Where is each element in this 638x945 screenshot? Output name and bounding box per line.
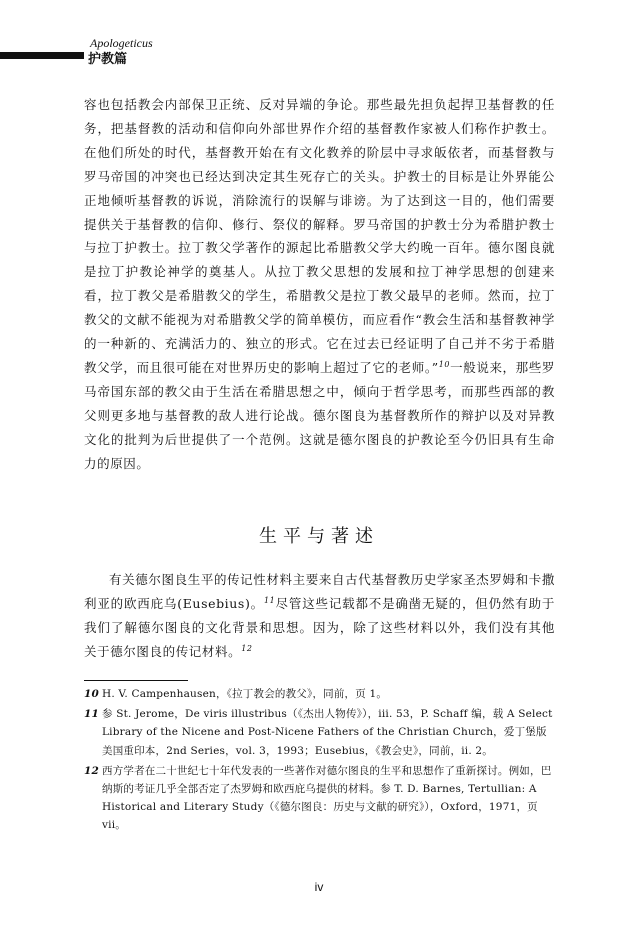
biography-paragraph-text-2: 尽管这些记载都不是确凿无疑的，但仍然有助于我们了解德尔图良的文化背景和思想。因为，除了这些材料以外，我们没有其他关于德尔图良的传记材料。 <box>84 595 555 659</box>
footnote-text: 参 St. Jerome，De viris illustribus（《杰出人物传》），iii. 53，P. Schaff 编，载 A Select Library of the Nicene and Post-Nicene Fathers of the Christian Church，爱丁堡版美国重印本，2nd Series，vol. 3，1993；Eusebius，《教会史》，同前，ii. 2。 <box>102 708 553 757</box>
footnote-item <box>84 762 555 835</box>
page-number: iv <box>314 880 324 894</box>
intro-paragraph <box>84 93 555 476</box>
footnote-ref: 12 <box>241 643 253 653</box>
intro-paragraph-tail: 一般说来，那些罗马帝国东部的教父由于生活在希腊思想之中，倾向于哲学思考，而那些西部的教父则更多地与基督教的敌人进行论战。德尔图良为基督教所作的辩护以及对异教文化的批判为后世提供了一个范例。这就是德尔图良的护教论至今仍旧具有生命力的原因。 <box>84 359 555 471</box>
footnote-text: H. V. Campenhausen，《拉丁教会的教父》，同前，页 1。 <box>102 688 388 700</box>
section-title: 生平与著述 <box>259 526 379 547</box>
running-head <box>0 36 638 86</box>
footnote-ref: 10 <box>438 359 451 369</box>
footnotes <box>84 685 555 837</box>
biography-paragraph-text: 有关德尔图良生平的传记性材料主要来自古代基督教历史学家圣杰罗姆和卡撒利亚的欧西庇乌(Eusebius)。 <box>84 572 555 611</box>
biography-section <box>84 568 555 664</box>
footnote-number: 10 <box>84 688 100 700</box>
running-head-latin-title: Apologeticus <box>90 36 153 50</box>
biography-paragraph <box>84 568 555 664</box>
footnote-rule <box>84 680 188 681</box>
footnote-number: 12 <box>84 764 100 777</box>
intro-section <box>84 93 555 476</box>
footnote-item <box>84 705 555 760</box>
running-head-bar <box>0 52 84 59</box>
footnote-number: 11 <box>84 708 100 721</box>
footnote-item <box>84 685 555 703</box>
footnote-ref: 11 <box>263 595 276 605</box>
footnote-text: 西方学者在二十世纪七十年代发表的一些著作对德尔图良的生平和思想作了重新探讨。例如，巴纳斯的考证几乎全部否定了杰罗姆和欧西庇乌提供的材料。参 T. D. Barnes, Tertullian: A Historical and Literary Study（《德尔图良：历史与文献的研究》），Oxford，1971，页 vii。 <box>102 764 552 832</box>
intro-paragraph-text: 容也包括教会内部保卫正统、反对异端的争论。那些最先担负起捍卫基督教的任务，把基督教的活动和信仰向外部世界作介绍的基督教作家被人们称作护教士。在他们所处的时代，基督教开始在有文化教养的阶层中寻求皈依者，而基督教与罗马帝国的冲突也已经达到决定其生死存亡的关头。护教士的目标是让外界能公正地倾听基督教的诉说，消除流行的误解与诽谤。为了达到这一目的，他们需要提供关于基督教的信仰、修行、祭仪的解释。罗马帝国的护教士分为希腊护教士与拉丁护教士。拉丁教父学著作的源起比希腊教父学大约晚一百年。德尔图良就是拉丁护教论神学的奠基人。从拉丁教父思想的发展和拉丁神学思想的创建来看，拉丁教父是希腊教父的学生，希腊教父是拉丁教父最早的老师。然而，拉丁教父的文献不能视为对希腊教父学的简单模仿，而应看作“教会生活和基督教神学的一种新的、充满活力的、独立的形式。它在过去已经证明了自己并不劣于希腊教父学，而且很可能在对世界历史的影响上超过了它的老师。” <box>84 97 555 375</box>
running-head-chinese-title: 护教篇 <box>88 52 128 67</box>
